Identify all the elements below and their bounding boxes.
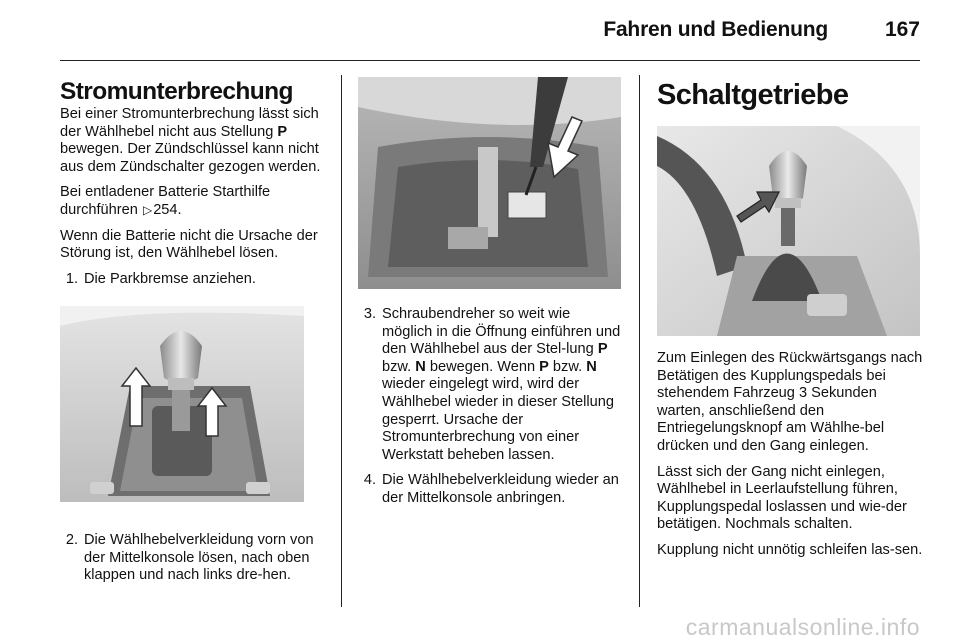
column-divider-right [639, 75, 640, 607]
gear-lever-manual-image [657, 126, 920, 336]
list-item: 3. Schraubendreher so weit wie möglich in die Öffnung einführen und den Wählhebel aus der Stel-lung P bzw. N bewegen. Wenn P bzw. N wieder eingelegt wird, wird der Wählhebel wieder in dieser Stellung gesperrt. Ursache der Stromunterbrechung von einer Werkstatt beheben lassen. [363, 306, 621, 463]
gear-position-label: P [277, 123, 288, 140]
paragraph: Zum Einlegen des Rückwärtsgangs nach Betätigen des Kupplungspedals bei stehendem Fahrzeug 3 Sekunden warten, anschließend den Entriegelungsknopf am Wählhe-bel drücken und den Gang einlegen. [657, 350, 923, 454]
gear-lever-automatic-image [60, 306, 304, 502]
xref-arrow-icon[interactable]: ▷ [142, 202, 153, 217]
page-number: 167 [884, 18, 920, 41]
list-item: 1. Die Parkbremse anziehen. [65, 270, 256, 287]
column-divider-left [341, 75, 342, 607]
section-heading-manual-transmission: Schaltgetriebe [657, 79, 849, 111]
section-title: Fahren und Bedienung [603, 18, 828, 41]
left-column [60, 78, 326, 296]
watermark: carmanualsonline.info [685, 614, 920, 640]
paragraph: Lässt sich der Gang nicht einlegen, Wählhebel in Leerlaufstellung führen, Kupplungspedal loslassen und wie-der betätigen. Nochmals schalten. [657, 463, 907, 533]
paragraph: Kupplung nicht unnötig schleifen las-sen. [657, 541, 923, 558]
section-heading-power-failure: Stromunterbrechung [60, 78, 293, 105]
paragraph: Wenn die Batterie nicht die Ursache der Störung ist, den Wählhebel lösen. [60, 227, 318, 262]
right-column [657, 78, 923, 112]
left-column-continued [60, 532, 326, 593]
paragraph: Bei entladener Batterie Starthilfe durchführen ▷254. [60, 184, 271, 218]
right-column-text [657, 350, 923, 568]
page-reference-link[interactable]: 254. [153, 201, 182, 218]
page-header [0, 0, 960, 60]
list-item: 4. Die Wählhebelverkleidung wieder an der Mittelkonsole anbringen. [363, 472, 619, 506]
middle-column [358, 306, 624, 516]
list-item: 2. Die Wählhebelverkleidung vorn von der Mittelkonsole lösen, nach oben klappen und nach links dre-hen. [65, 532, 314, 584]
paragraph: Bei einer Stromunterbrechung lässt sich der Wählhebel nicht aus Stellung P bewegen. Der Zündschlüssel kann nicht aus dem Zündschalter gezogen werden. [60, 106, 321, 175]
screwdriver-release-image [358, 77, 621, 289]
header-divider [60, 60, 920, 61]
